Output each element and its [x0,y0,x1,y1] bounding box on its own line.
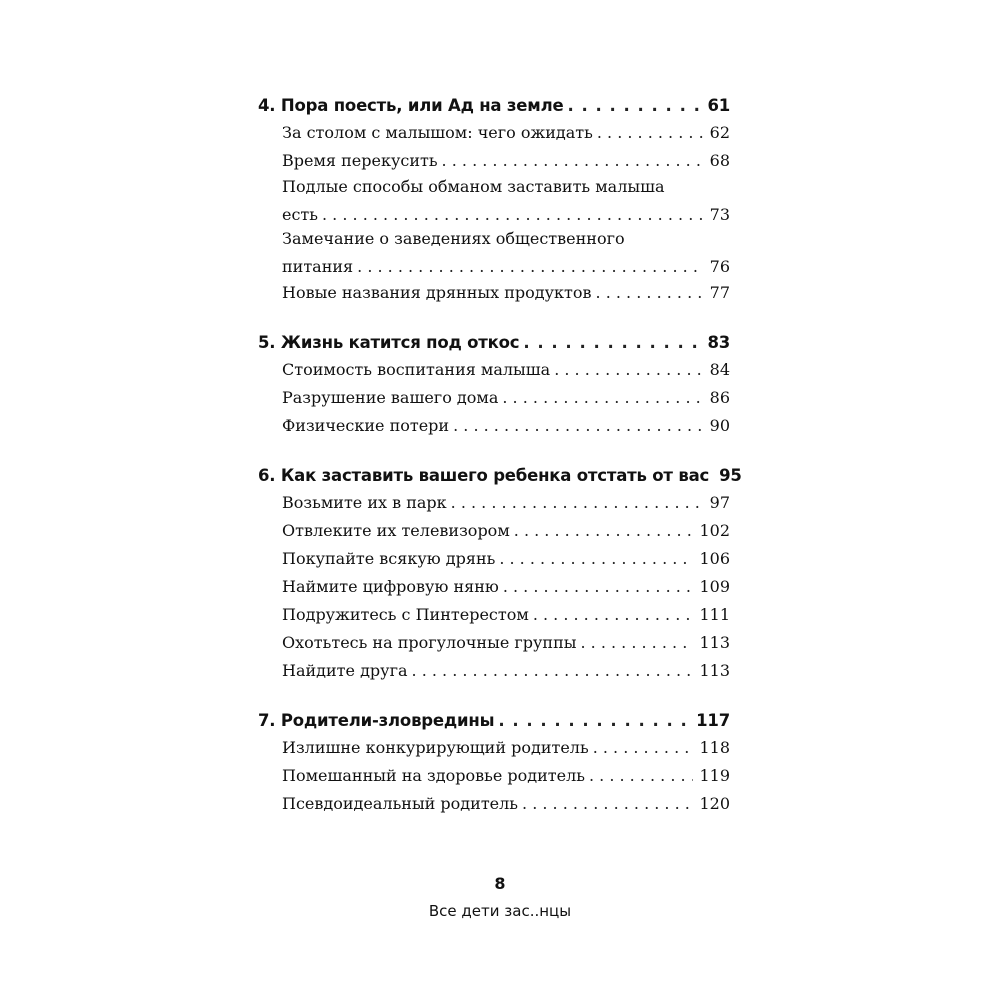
chapter-page-number: 117 [696,711,730,730]
section-title: Возьмите их в парк [282,493,447,512]
section-page-number: 77 [709,283,730,302]
section-page-number: 76 [709,257,730,276]
section-page-number: 62 [709,123,730,142]
dot-leader [593,734,694,762]
footer-book-title: Все дети зас..нцы [428,902,572,920]
chapter-heading [258,462,742,489]
section-page-number: 113 [699,661,730,680]
footer-page-number: 8 [494,874,506,893]
toc-section [282,601,730,629]
toc-section [282,147,730,175]
dot-leader [597,119,704,147]
chapter-heading [258,92,730,119]
chapter-page-number: 83 [707,333,730,352]
section-page-number: 118 [699,738,730,757]
dot-leader [357,255,704,279]
section-page-number: 90 [709,416,730,435]
dot-leader [499,545,693,573]
table-of-contents [258,92,742,840]
toc-section [282,384,730,412]
dot-leader [502,384,703,412]
section-title: Время перекусить [282,151,438,170]
section-title: Подружитесь с Пинтерестом [282,605,529,624]
toc-section [282,227,730,279]
section-title-line2: есть [282,205,318,224]
section-title: Помешанный на здоровье родитель [282,766,585,785]
toc-section [282,657,730,685]
chapter-title: 6. Как заставить вашего ребенка отстать от вас [258,466,710,485]
section-page-number: 84 [709,360,730,379]
dot-leader [522,790,693,818]
section-title: Разрушение вашего дома [282,388,499,407]
section-page-number: 109 [699,577,730,596]
dot-leader [503,573,694,601]
dot-leader [442,147,704,175]
section-title-line2: питания [282,257,354,276]
dot-leader [533,601,694,629]
toc-section [282,356,730,384]
chapter-5 [258,329,730,440]
toc-section [282,573,730,601]
section-title: Найдите друга [282,661,408,680]
dot-leader [596,279,704,307]
dot-leader [523,329,701,356]
section-page-number: 68 [709,151,730,170]
chapter-title: 4. Пора поесть, или Ад на земле [258,96,564,115]
toc-section [282,412,730,440]
dot-leader [554,356,703,384]
chapter-7 [258,707,730,818]
toc-section [282,545,730,573]
section-page-number: 86 [709,388,730,407]
section-page-number: 120 [699,794,730,813]
toc-section [282,734,730,762]
dot-leader [412,657,694,685]
chapter-title: 5. Жизнь катится под откос [258,333,520,352]
section-title-line1: Подлые способы обманом заставить малыша [282,177,665,196]
section-title-line1: Замечание о заведениях общественного [282,229,625,248]
chapter-page-number: 61 [707,96,730,115]
toc-section [282,489,730,517]
section-title: Покупайте всякую дрянь [282,549,496,568]
toc-section [282,629,730,657]
section-page-number: 102 [699,521,730,540]
section-title: Наймите цифровую няню [282,577,499,596]
chapter-heading [258,707,730,734]
dot-leader [498,707,690,734]
section-title: Излишне конкурирующий родитель [282,738,589,757]
section-title: Новые названия дрянных продуктов [282,283,592,302]
section-page-number: 97 [709,493,730,512]
section-page-number: 111 [699,605,730,624]
dot-leader [580,629,693,657]
toc-section [282,790,730,818]
section-page-number: 113 [699,633,730,652]
toc-section [282,175,730,227]
section-page-number: 73 [709,205,730,224]
dot-leader [567,92,701,119]
section-page-number: 119 [699,766,730,785]
dot-leader [589,762,693,790]
chapter-4 [258,92,730,307]
toc-section [282,517,730,545]
toc-section [282,119,730,147]
toc-section [282,762,730,790]
chapter-6 [258,462,742,685]
section-title: За столом с малышом: чего ожидать [282,123,593,142]
section-title: Стоимость воспитания малыша [282,360,551,379]
chapter-title: 7. Родители-зловредины [258,711,495,730]
dot-leader [451,489,704,517]
dot-leader [322,203,704,227]
section-title: Физические потери [282,416,450,435]
section-page-number: 106 [699,549,730,568]
dot-leader [453,412,704,440]
dot-leader [514,517,694,545]
toc-section [282,279,730,307]
section-title: Отвлеките их телевизором [282,521,510,540]
chapter-page-number: 95 [719,466,742,485]
section-title: Охотьтесь на прогулочные группы [282,633,577,652]
chapter-heading [258,329,730,356]
section-title: Псевдоидеальный родитель [282,794,519,813]
